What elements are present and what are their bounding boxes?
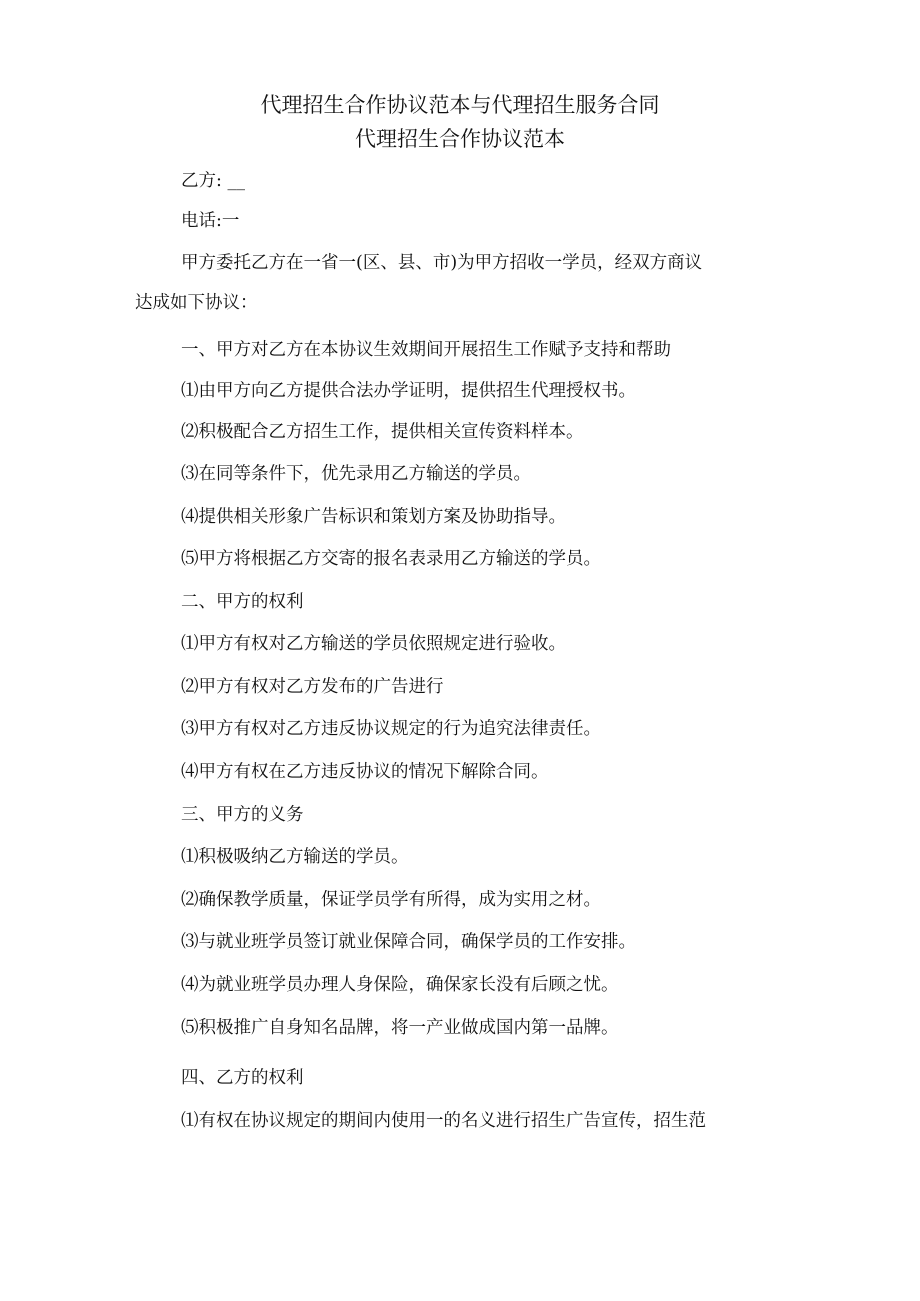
section-2-item: ⑶甲方有权对乙方违反协议规定的行为追究法律责任。 <box>181 719 601 739</box>
section-3-heading: 三、甲方的义务 <box>181 805 304 825</box>
section-1-item: ⑵积极配合乙方招生工作，提供相关宣传资料样本。 <box>181 422 584 442</box>
section-2-heading: 二、甲方的权利 <box>181 592 304 612</box>
section-1-item: ⑸甲方将根据乙方交寄的报名表录用乙方输送的学员。 <box>181 549 601 569</box>
section-1-item: ⑶在同等条件下，优先录用乙方输送的学员。 <box>181 464 531 484</box>
section-1-item: ⑷提供相关形象广告标识和策划方案及协助指导。 <box>181 507 566 527</box>
party-b-line: 乙方: __ <box>181 171 245 191</box>
intro-paragraph-line-1: 甲方委托乙方在一省一(区、县、市)为甲方招收一学员，经双方商议 <box>181 253 703 273</box>
section-4-item: ⑴有权在协议规定的期间内使用一的名义进行招生广告宣传，招生范 <box>181 1111 706 1131</box>
phone-line: 电话:一 <box>181 211 240 231</box>
section-3-item: ⑴积极吸纳乙方输送的学员。 <box>181 847 409 867</box>
section-2-item: ⑴甲方有权对乙方输送的学员依照规定进行验收。 <box>181 634 566 654</box>
section-2-item: ⑵甲方有权对乙方发布的广告进行 <box>181 677 444 697</box>
section-1-heading: 一、甲方对乙方在本协议生效期间开展招生工作赋予支持和帮助 <box>181 340 671 360</box>
section-3-item: ⑵确保教学质量，保证学员学有所得，成为实用之材。 <box>181 890 601 910</box>
document-subtitle: 代理招生合作协议范本 <box>355 127 565 151</box>
section-2-item: ⑷甲方有权在乙方违反协议的情况下解除合同。 <box>181 762 549 782</box>
section-1-item: ⑴由甲方向乙方提供合法办学证明，提供招生代理授权书。 <box>181 381 636 401</box>
section-3-item: ⑶与就业班学员签订就业保障合同，确保学员的工作安排。 <box>181 932 636 952</box>
section-4-heading: 四、乙方的权利 <box>181 1068 304 1088</box>
section-3-item: ⑷为就业班学员办理人身保险，确保家长没有后顾之忧。 <box>181 975 619 995</box>
document-title: 代理招生合作协议范本与代理招生服务合同 <box>260 93 660 117</box>
intro-paragraph-line-2: 达成如下协议： <box>135 293 258 313</box>
section-3-item: ⑸积极推广自身知名品牌，将一产业做成国内第一品牌。 <box>181 1018 619 1038</box>
